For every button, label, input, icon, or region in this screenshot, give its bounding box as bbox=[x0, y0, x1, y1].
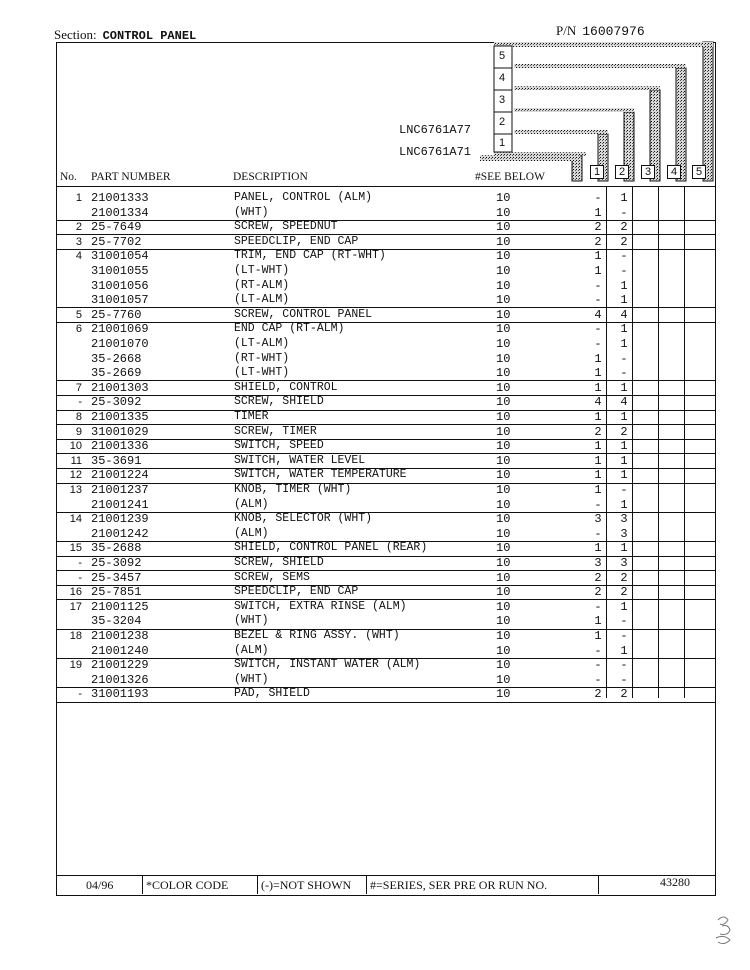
qty-col-1: 4 bbox=[594, 395, 602, 410]
item-number: 12 bbox=[69, 469, 82, 482]
qty-col-2: 1 bbox=[620, 337, 628, 351]
qty-col-2: - bbox=[620, 614, 628, 629]
see-below-series: 10 bbox=[496, 234, 511, 249]
table-row bbox=[0, 673, 750, 688]
qty-col-2: 1 bbox=[620, 643, 628, 658]
model-number: LNC6761A77 bbox=[399, 123, 472, 137]
series-box-4: 4 bbox=[498, 72, 506, 84]
qty-col-1: 2 bbox=[594, 220, 602, 235]
item-number: - bbox=[78, 688, 82, 701]
qty-col-2: 1 bbox=[620, 322, 628, 337]
section-value: CONTROL PANEL bbox=[102, 29, 197, 43]
part-number: 21001333 bbox=[91, 191, 149, 205]
col-header-no: No. bbox=[60, 171, 77, 183]
qty-col-1: - bbox=[594, 643, 602, 658]
qty-col-1: - bbox=[594, 658, 602, 673]
part-number: 31001193 bbox=[91, 687, 149, 702]
description: SWITCH, WATER TEMPERATURE bbox=[234, 468, 407, 482]
see-below-series: 10 bbox=[496, 526, 511, 541]
qty-col-2: 1 bbox=[620, 410, 628, 424]
qty-col-2: - bbox=[620, 629, 628, 643]
table-row bbox=[0, 366, 750, 381]
qty-col-1: 1 bbox=[594, 264, 602, 278]
see-below-series: 10 bbox=[496, 483, 511, 497]
description: SCREW, SHIELD bbox=[234, 556, 324, 569]
qty-col-1: - bbox=[594, 599, 602, 614]
table-row bbox=[0, 279, 750, 294]
qty-col-1: - bbox=[594, 293, 602, 308]
description: TIMER bbox=[234, 410, 269, 423]
part-number: 35-3691 bbox=[91, 453, 142, 468]
table-row bbox=[0, 425, 750, 440]
table-row bbox=[0, 585, 750, 600]
part-number: 25-7760 bbox=[91, 307, 142, 322]
section-title bbox=[54, 27, 196, 43]
qty-col-2: - bbox=[620, 249, 628, 264]
see-below-series: 10 bbox=[496, 512, 511, 527]
qty-col-4: 4 bbox=[667, 165, 681, 179]
part-number: 21001241 bbox=[91, 497, 149, 512]
part-number: 21001125 bbox=[91, 599, 149, 614]
item-number: - bbox=[78, 557, 82, 569]
description: (WHT) bbox=[234, 614, 269, 628]
qty-col-2: 3 bbox=[620, 526, 628, 541]
table-row bbox=[0, 571, 750, 586]
part-number: 21001240 bbox=[91, 643, 149, 658]
qty-col-1: - bbox=[594, 672, 602, 687]
item-number: 11 bbox=[70, 454, 82, 467]
series-box-3: 3 bbox=[498, 94, 506, 106]
part-number: 21001229 bbox=[91, 658, 149, 673]
series-box-1: 1 bbox=[498, 137, 506, 149]
description: (LT-ALM) bbox=[234, 337, 290, 350]
handwritten-mark bbox=[712, 912, 742, 948]
see-below-series: 10 bbox=[496, 439, 511, 454]
qty-col-2: 1 bbox=[620, 453, 628, 468]
table-row bbox=[0, 308, 750, 323]
table-row bbox=[0, 454, 750, 469]
qty-col-1: 1 bbox=[594, 614, 602, 629]
part-number: 21001224 bbox=[91, 468, 149, 483]
qty-col-1: 1 bbox=[594, 439, 602, 454]
table-row bbox=[0, 206, 750, 221]
see-below-series: 10 bbox=[496, 278, 511, 293]
item-number: 17 bbox=[69, 600, 82, 613]
item-number: 3 bbox=[75, 235, 82, 248]
header-rule bbox=[56, 186, 716, 187]
footer-divider bbox=[366, 875, 367, 894]
qty-col-1: - bbox=[594, 497, 602, 512]
qty-col-1: 1 bbox=[594, 351, 602, 366]
description: (ALM) bbox=[234, 526, 269, 540]
see-below-series: 10 bbox=[496, 585, 511, 600]
qty-col-1: - bbox=[594, 191, 602, 205]
footer-rule bbox=[56, 875, 716, 876]
part-number: 25-7702 bbox=[91, 234, 142, 249]
see-below-series: 10 bbox=[496, 468, 511, 483]
qty-col-2: 1 bbox=[620, 497, 628, 512]
col-header-see-below: #SEE BELOW bbox=[475, 171, 545, 183]
part-number: 25-7851 bbox=[91, 585, 142, 600]
qty-col-1: - bbox=[594, 278, 602, 293]
table-row bbox=[0, 439, 750, 454]
table-row bbox=[0, 629, 750, 644]
qty-col-1: - bbox=[594, 337, 602, 351]
description: (WHT) bbox=[234, 205, 269, 219]
description: (RT-WHT) bbox=[234, 351, 290, 365]
qty-col-2: 2 bbox=[615, 165, 629, 179]
part-number: 35-2688 bbox=[91, 541, 142, 556]
table-row bbox=[0, 687, 750, 702]
section-label: Section: bbox=[54, 27, 97, 42]
table-row bbox=[0, 220, 750, 235]
qty-col-1: 2 bbox=[594, 234, 602, 249]
footer-series-note: #=SERIES, SER PRE OR RUN NO. bbox=[370, 878, 548, 892]
qty-col-2: 1 bbox=[620, 191, 628, 205]
col-header-description: DESCRIPTION bbox=[233, 171, 308, 183]
part-number: 21001326 bbox=[91, 672, 149, 687]
item-number: 7 bbox=[75, 381, 82, 394]
see-below-series: 10 bbox=[496, 366, 511, 381]
qty-col-2: - bbox=[620, 658, 628, 673]
see-below-series: 10 bbox=[496, 643, 511, 658]
table-row bbox=[0, 293, 750, 308]
table-row bbox=[0, 600, 750, 615]
item-number: 4 bbox=[75, 250, 82, 263]
qty-col-2: 2 bbox=[620, 424, 628, 439]
description: (LT-WHT) bbox=[234, 366, 290, 380]
qty-col-2: - bbox=[620, 205, 628, 220]
item-number: 13 bbox=[69, 484, 82, 496]
qty-col-2: - bbox=[620, 366, 628, 381]
item-number: 1 bbox=[75, 192, 82, 204]
qty-col-2: 1 bbox=[620, 293, 628, 308]
row-separator bbox=[56, 702, 716, 703]
see-below-series: 10 bbox=[496, 410, 511, 424]
pn-label: P/N bbox=[556, 23, 577, 38]
see-below-series: 10 bbox=[496, 293, 511, 308]
footer-date: 04/96 bbox=[86, 878, 114, 892]
description: (LT-ALM) bbox=[234, 293, 290, 307]
qty-col-1: 1 bbox=[594, 366, 602, 381]
description: SCREW, TIMER bbox=[234, 424, 317, 438]
table-row bbox=[0, 381, 750, 396]
description: (ALM) bbox=[234, 497, 269, 511]
qty-col-2: 3 bbox=[620, 512, 628, 527]
pn-value: 16007976 bbox=[582, 24, 645, 39]
item-number: 5 bbox=[75, 308, 82, 321]
qty-col-2: 3 bbox=[620, 556, 628, 570]
qty-col-1: 1 bbox=[594, 541, 602, 556]
description: SCREW, SPEEDNUT bbox=[234, 220, 338, 234]
qty-col-1: 1 bbox=[590, 165, 604, 179]
part-number: 21001239 bbox=[91, 512, 149, 527]
description: (ALM) bbox=[234, 643, 269, 657]
table-row bbox=[0, 541, 750, 556]
part-number: 21001335 bbox=[91, 410, 149, 424]
description: BEZEL & RING ASSY. (WHT) bbox=[234, 629, 400, 642]
qty-col-2: - bbox=[620, 672, 628, 687]
description: SWITCH, EXTRA RINSE (ALM) bbox=[234, 599, 407, 613]
qty-col-1: 3 bbox=[594, 512, 602, 527]
item-number: 16 bbox=[69, 586, 82, 599]
description: PANEL, CONTROL (ALM) bbox=[234, 191, 373, 204]
description: (LT-WHT) bbox=[234, 264, 290, 277]
description: (RT-ALM) bbox=[234, 278, 290, 292]
qty-col-2: 1 bbox=[620, 541, 628, 556]
see-below-series: 10 bbox=[496, 497, 511, 512]
table-row bbox=[0, 235, 750, 250]
table-row bbox=[0, 658, 750, 673]
description: SCREW, SEMS bbox=[234, 570, 310, 584]
description: SWITCH, WATER LEVEL bbox=[234, 453, 366, 467]
description: SPEEDCLIP, END CAP bbox=[234, 234, 359, 248]
footer-divider bbox=[142, 875, 143, 894]
see-below-series: 10 bbox=[496, 205, 511, 220]
table-row bbox=[0, 614, 750, 629]
item-number: - bbox=[78, 571, 82, 584]
part-number: 21001070 bbox=[91, 337, 149, 351]
part-number: 31001056 bbox=[91, 278, 149, 293]
description: SWITCH, SPEED bbox=[234, 439, 324, 453]
qty-col-1: 3 bbox=[594, 556, 602, 570]
table-row bbox=[0, 512, 750, 527]
qty-col-2: 1 bbox=[620, 468, 628, 483]
description: SHIELD, CONTROL PANEL (REAR) bbox=[234, 541, 428, 555]
part-number: 35-2669 bbox=[91, 366, 142, 381]
part-number: 21001303 bbox=[91, 380, 149, 395]
description: KNOB, TIMER (WHT) bbox=[234, 483, 352, 496]
qty-col-1: 1 bbox=[594, 629, 602, 643]
table-row bbox=[0, 322, 750, 337]
part-number: 21001336 bbox=[91, 439, 149, 454]
qty-col-2: - bbox=[620, 483, 628, 497]
qty-col-1: 2 bbox=[594, 687, 602, 702]
table-row bbox=[0, 556, 750, 571]
see-below-series: 10 bbox=[496, 629, 511, 643]
table-row bbox=[0, 352, 750, 367]
table-row bbox=[0, 527, 750, 542]
item-number: 14 bbox=[69, 513, 82, 526]
see-below-series: 10 bbox=[496, 672, 511, 687]
qty-col-2: - bbox=[620, 264, 628, 278]
table-row bbox=[0, 191, 750, 206]
qty-column-headers bbox=[584, 160, 714, 186]
part-number: 21001334 bbox=[91, 205, 149, 220]
table-row bbox=[0, 468, 750, 483]
part-number-header bbox=[556, 23, 645, 39]
part-number: 31001057 bbox=[91, 293, 149, 308]
qty-col-1: 1 bbox=[594, 453, 602, 468]
qty-col-1: 1 bbox=[594, 483, 602, 497]
see-below-series: 10 bbox=[496, 453, 511, 468]
see-below-series: 10 bbox=[496, 351, 511, 366]
description: KNOB, SELECTOR (WHT) bbox=[234, 512, 373, 526]
see-below-series: 10 bbox=[496, 599, 511, 614]
series-box-2: 2 bbox=[498, 116, 506, 128]
item-number: - bbox=[78, 396, 82, 409]
item-number: 18 bbox=[69, 630, 82, 642]
see-below-series: 10 bbox=[496, 264, 511, 278]
description: SWITCH, INSTANT WATER (ALM) bbox=[234, 658, 421, 672]
qty-col-1: 2 bbox=[594, 570, 602, 585]
item-number: 10 bbox=[69, 440, 82, 453]
description: SCREW, CONTROL PANEL bbox=[234, 307, 373, 321]
footer-color-code: *COLOR CODE bbox=[146, 878, 229, 892]
qty-col-2: 2 bbox=[620, 570, 628, 585]
qty-col-1: 1 bbox=[594, 249, 602, 264]
qty-col-1: 1 bbox=[594, 380, 602, 395]
qty-col-2: 4 bbox=[620, 395, 628, 410]
footer-divider bbox=[257, 875, 258, 894]
part-number: 25-7649 bbox=[91, 220, 142, 235]
see-below-series: 10 bbox=[496, 658, 511, 673]
description: PAD, SHIELD bbox=[234, 687, 310, 701]
see-below-series: 10 bbox=[496, 337, 511, 351]
part-number: 21001237 bbox=[91, 483, 149, 497]
qty-col-2: 2 bbox=[620, 687, 628, 702]
see-below-series: 10 bbox=[496, 541, 511, 556]
qty-col-1: - bbox=[594, 526, 602, 541]
description: SPEEDCLIP, END CAP bbox=[234, 585, 359, 599]
qty-col-1: 1 bbox=[594, 410, 602, 424]
see-below-series: 10 bbox=[496, 322, 511, 337]
table-row bbox=[0, 249, 750, 264]
item-number: 8 bbox=[75, 411, 82, 423]
see-below-series: 10 bbox=[496, 614, 511, 629]
qty-col-1: 1 bbox=[594, 468, 602, 483]
table-row bbox=[0, 410, 750, 425]
item-number: 15 bbox=[69, 542, 82, 555]
qty-col-2: 1 bbox=[620, 439, 628, 454]
description: END CAP (RT-ALM) bbox=[234, 322, 345, 336]
see-below-series: 10 bbox=[496, 191, 511, 205]
table-row bbox=[0, 264, 750, 279]
table-row bbox=[0, 483, 750, 498]
table-row bbox=[0, 337, 750, 352]
see-below-series: 10 bbox=[496, 249, 511, 264]
part-number: 21001238 bbox=[91, 629, 149, 643]
description: TRIM, END CAP (RT-WHT) bbox=[234, 249, 386, 263]
see-below-series: 10 bbox=[496, 395, 511, 410]
qty-col-1: - bbox=[594, 322, 602, 337]
part-number: 31001054 bbox=[91, 249, 149, 264]
part-number: 25-3457 bbox=[91, 570, 142, 585]
qty-col-2: 4 bbox=[620, 307, 628, 322]
see-below-series: 10 bbox=[496, 424, 511, 439]
qty-col-2: - bbox=[620, 351, 628, 366]
item-number: 9 bbox=[75, 425, 82, 438]
see-below-series: 10 bbox=[496, 220, 511, 235]
qty-col-3: 3 bbox=[641, 165, 655, 179]
footer-not-shown: (-)=NOT SHOWN bbox=[261, 878, 352, 892]
part-number: 25-3092 bbox=[91, 556, 142, 570]
table-row bbox=[0, 395, 750, 410]
qty-col-1: 4 bbox=[594, 307, 602, 322]
part-number: 21001242 bbox=[91, 526, 149, 541]
see-below-series: 10 bbox=[496, 307, 511, 322]
footer-divider bbox=[598, 875, 599, 894]
see-below-series: 10 bbox=[496, 687, 511, 702]
part-number: 21001069 bbox=[91, 322, 149, 337]
model-number: LNC6761A71 bbox=[399, 145, 472, 159]
see-below-series: 10 bbox=[496, 570, 511, 585]
qty-col-2: 1 bbox=[620, 380, 628, 395]
qty-col-1: 1 bbox=[594, 205, 602, 220]
table-row bbox=[0, 498, 750, 513]
col-header-part-number: PART NUMBER bbox=[91, 171, 171, 183]
description: SCREW, SHIELD bbox=[234, 395, 324, 409]
item-number: 19 bbox=[69, 659, 82, 672]
see-below-series: 10 bbox=[496, 380, 511, 395]
part-number: 35-2668 bbox=[91, 351, 142, 366]
qty-col-1: 2 bbox=[594, 585, 602, 600]
description: (WHT) bbox=[234, 672, 269, 686]
part-number: 31001055 bbox=[91, 264, 149, 278]
item-number: 6 bbox=[75, 323, 82, 336]
item-number: 2 bbox=[75, 221, 82, 234]
qty-col-2: 2 bbox=[620, 220, 628, 235]
part-number: 35-3204 bbox=[91, 614, 142, 629]
part-number: 31001029 bbox=[91, 424, 149, 439]
series-box-5: 5 bbox=[498, 50, 506, 62]
qty-col-2: 2 bbox=[620, 234, 628, 249]
table-row bbox=[0, 644, 750, 659]
qty-col-5: 5 bbox=[692, 165, 706, 179]
qty-col-2: 2 bbox=[620, 585, 628, 600]
description: SHIELD, CONTROL bbox=[234, 380, 338, 394]
see-below-series: 10 bbox=[496, 556, 511, 570]
qty-col-1: 2 bbox=[594, 424, 602, 439]
qty-col-2: 1 bbox=[620, 278, 628, 293]
footer-doc-number: 43280 bbox=[660, 875, 690, 889]
part-number: 25-3092 bbox=[91, 395, 142, 410]
qty-col-2: 1 bbox=[620, 599, 628, 614]
